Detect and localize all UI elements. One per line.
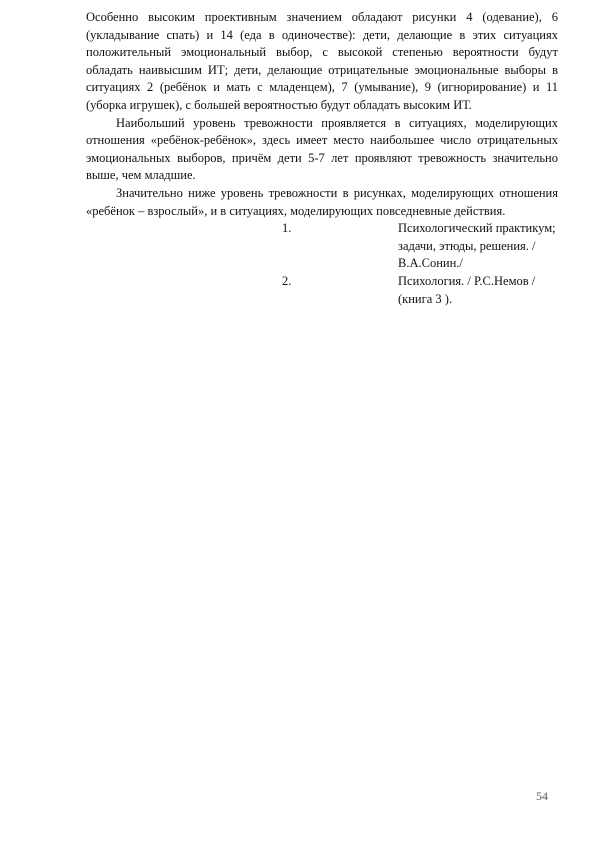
reference-item-2 — [86, 273, 558, 308]
paragraph-1: Особенно высоким проективным значением обладают рисунки 4 (одевание), 6 (укладывание спать) и 14 (еда в одиночестве): дети, делающие в этих ситуациях положительный эмоциональный выбор, с высокой степенью вероятности будут обладать наивысшим ИТ; дети, делающие отрицательные эмоциональные выборы в ситуациях 2 (ребёнок и мать с младенцем), 7 (умывание), 9 (игнорирование) и 11 (уборка игрушек), с большей вероятностью будут обладать высоким ИТ. — [86, 10, 558, 112]
main-text — [86, 9, 558, 308]
paragraph-3: Значительно ниже уровень тревожности в рисунках, моделирующих отношения «ребёнок – взрослый», и в ситуациях, моделирующих повседневные действия. — [86, 185, 558, 218]
reference-details: задачи, этюды, решения. /В.А.Сонин./ — [398, 238, 536, 271]
reference-title: Психологический практикум; — [398, 221, 556, 236]
paragraph-2: Наибольший уровень тревожности проявляется в ситуациях, моделирующих отношения «ребёнок-ребёнок», здесь имеет место наибольшее число отрицательных эмоциональных выборов, причём дети 5-7 лет проявляют тревожность значительно выше, чем младшие. — [86, 115, 558, 183]
reference-number: 1. — [282, 221, 292, 236]
reference-item-1 — [86, 220, 558, 273]
reference-number: 2. — [282, 273, 292, 288]
page-number: 54 — [536, 789, 548, 803]
reference-list — [86, 220, 558, 308]
reference-title: Психология. / Р.С.Немов / (книга 3 ). — [398, 273, 536, 306]
